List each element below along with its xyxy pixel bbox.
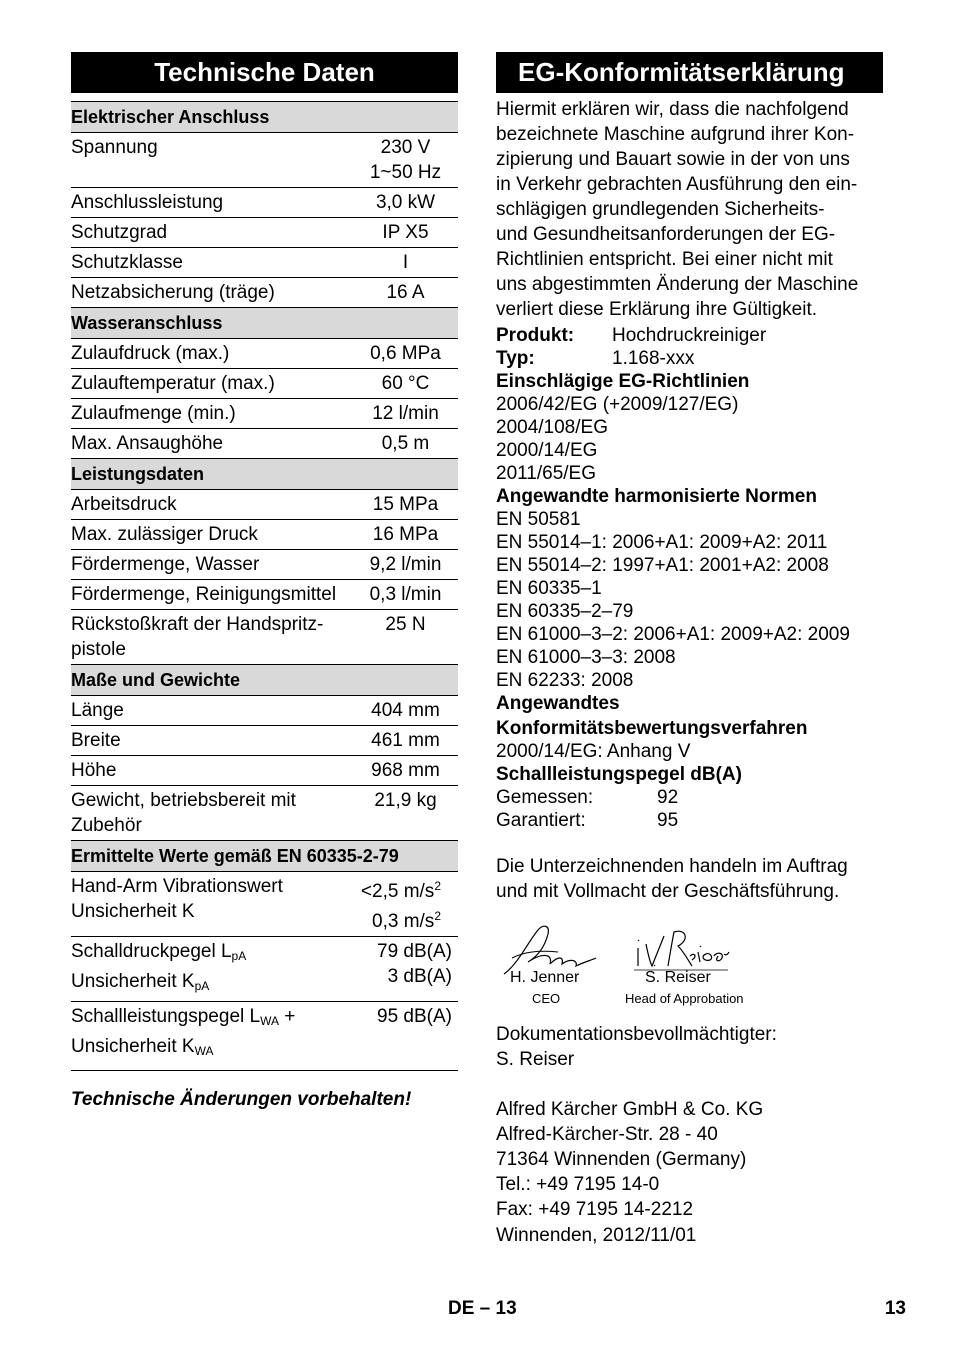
text-line: uns abgestimmten Änderung der Maschine — [496, 274, 859, 295]
place-date: Winnenden, 2012/11/01 — [496, 1225, 697, 1246]
text-line: EN 62233: 2008 — [496, 670, 634, 691]
spec-row: Zulauftemperatur (max.) 60 °C — [71, 369, 458, 399]
spec-row: Fördermenge, Wasser 9,2 l/min — [71, 550, 458, 580]
declaration-column — [496, 52, 883, 1248]
text-line: EN 61000–3–3: 2008 — [496, 647, 676, 668]
procedure-value: 2000/14/EG: Anhang V — [496, 741, 691, 762]
text-line: bezeichnete Maschine aufgrund ihrer Kon- — [496, 124, 855, 145]
technical-data-column — [71, 52, 458, 1111]
technical-data-title: Technische Daten — [71, 52, 458, 93]
text-line: Richtlinien entspricht. Bei einer nicht mit — [496, 249, 833, 270]
text-line: und Gesundheitsanforderungen der EG- — [496, 224, 836, 245]
text-line: zipierung und Bauart sowie in der von uns — [496, 149, 850, 170]
procedure-heading-1: Angewandtes — [496, 693, 620, 714]
text-line: 2004/108/EG — [496, 417, 608, 438]
text-line: Hiermit erklären wir, dass die nachfolgend — [496, 99, 849, 120]
company-address — [496, 1097, 883, 1222]
text-line: Fax: +49 7195 14-2212 — [496, 1199, 694, 1220]
directives-heading: Einschlägige EG-Richtlinien — [496, 371, 750, 392]
text-line: in Verkehr gebrachten Ausführung den ein- — [496, 174, 858, 195]
spec-row: Länge 404 mm — [71, 696, 458, 726]
spec-table — [71, 101, 458, 1071]
text-line: EN 60335–1 — [496, 578, 602, 599]
spec-row: Spannung 230 V 1~50 Hz — [71, 133, 458, 188]
spec-row: Max. Ansaughöhe 0,5 m — [71, 429, 458, 459]
signer1-name: H. Jenner — [510, 969, 580, 986]
spec-section-heading: Wasseranschluss — [71, 308, 458, 339]
text-line: verliert diese Erklärung ihre Gültigkeit. — [496, 299, 818, 320]
type-row: Typ: 1.168-xxx — [496, 348, 695, 369]
spec-row: Schalldruckpegel $L_{pA}$ Unsicherheit $K_{pA}$ 79 dB(A) 3 dB(A) — [71, 937, 458, 1002]
spec-row: Netzabsicherung (träge) 16 A — [71, 278, 458, 308]
directives-list — [496, 393, 883, 485]
declaration-title: EG-Konformitätserklärung — [496, 52, 883, 93]
text-line: Tel.: +49 7195 14-0 — [496, 1174, 660, 1195]
guaranteed-row: Garantiert: 95 — [496, 810, 679, 831]
text-line: 2000/14/EG — [496, 440, 598, 461]
spec-section-heading: Elektrischer Anschluss — [71, 102, 458, 133]
measured-row: Gemessen: 92 — [496, 787, 679, 808]
spec-section-heading: Ermittelte Werte gemäß EN 60335-2-79 — [71, 841, 458, 872]
sound-heading: Schallleistungspegel dB(A) — [496, 764, 742, 785]
spec-row: Arbeitsdruck 15 MPa — [71, 490, 458, 520]
signer2-role: Head of Approbation — [625, 991, 744, 1006]
norms-heading: Angewandte harmonisierte Normen — [496, 486, 817, 507]
spec-row: Breite 461 mm — [71, 726, 458, 756]
text-line: EN 50581 — [496, 509, 581, 530]
text-line: Alfred Kärcher GmbH & Co. KG — [496, 1099, 764, 1120]
spec-row: Fördermenge, Reinigungsmittel 0,3 l/min — [71, 580, 458, 610]
text-line: EN 55014–2: 1997+A1: 2001+A2: 2008 — [496, 555, 829, 576]
text-line: schlägigen grundlegenden Sicherheits- — [496, 199, 825, 220]
norms-list — [496, 508, 883, 692]
doc-rep-label: Dokumentationsbevollmächtigter: — [496, 1024, 777, 1045]
text-line: EN 61000–3–2: 2006+A1: 2009+A2: 2009 — [496, 624, 850, 645]
spec-row: Max. zulässiger Druck 16 MPa — [71, 520, 458, 550]
spec-row: Schutzgrad IP X5 — [71, 218, 458, 248]
text-line: 2006/42/EG (+2009/127/EG) — [496, 394, 739, 415]
spec-section-heading: Maße und Gewichte — [71, 665, 458, 696]
signer2-name: S. Reiser — [645, 969, 711, 986]
text-line: Alfred-Kärcher-Str. 28 - 40 — [496, 1124, 718, 1145]
text-line: 2011/65/EG — [496, 463, 597, 484]
spec-row: Hand-Arm Vibrationswert Unsicherheit K <2,5 $m/s^2$ 0,3 $m/s^2$ — [71, 872, 458, 937]
spec-row: Schutzklasse I — [71, 248, 458, 278]
text-line: EN 55014–1: 2006+A1: 2009+A2: 2011 — [496, 532, 828, 553]
page-label: DE – 13 — [448, 1298, 517, 1319]
page-number: 13 — [884, 1298, 906, 1319]
changes-reserved-note: Technische Änderungen vorbehalten! — [71, 1089, 412, 1110]
product-row: Produkt: Hochdruckreiniger — [496, 325, 767, 346]
text-line: EN 60335–2–79 — [496, 601, 634, 622]
signature-area — [496, 922, 883, 1022]
spec-section-heading: Leistungsdaten — [71, 459, 458, 490]
signers-text-1: Die Unterzeichnenden handeln im Auftrag — [496, 856, 848, 877]
declaration-intro — [496, 97, 883, 322]
spec-row: Schallleistungspegel $L_{WA}$ + Unsicherheit $K_{WA}$ 95 dB(A) — [71, 1002, 458, 1071]
spec-row: Rückstoßkraft der Handspritz- pistole 25 N — [71, 610, 458, 665]
spec-row: Gewicht, betriebsbereit mit Zubehör 21,9 kg — [71, 786, 458, 841]
signer1-role: CEO — [532, 991, 561, 1006]
spec-row: Höhe 968 mm — [71, 756, 458, 786]
procedure-heading-2: Konformitätsbewertungsverfahren — [496, 718, 808, 739]
doc-rep-name: S. Reiser — [496, 1049, 575, 1070]
spec-row: Zulaufdruck (max.) 0,6 MPa — [71, 339, 458, 369]
spec-row: Zulaufmenge (min.) 12 l/min — [71, 399, 458, 429]
text-line: 71364 Winnenden (Germany) — [496, 1149, 747, 1170]
spec-row: Anschlussleistung 3,0 kW — [71, 188, 458, 218]
signers-text-2: und mit Vollmacht der Geschäftsführung. — [496, 881, 840, 902]
signature-reiser — [634, 926, 730, 974]
